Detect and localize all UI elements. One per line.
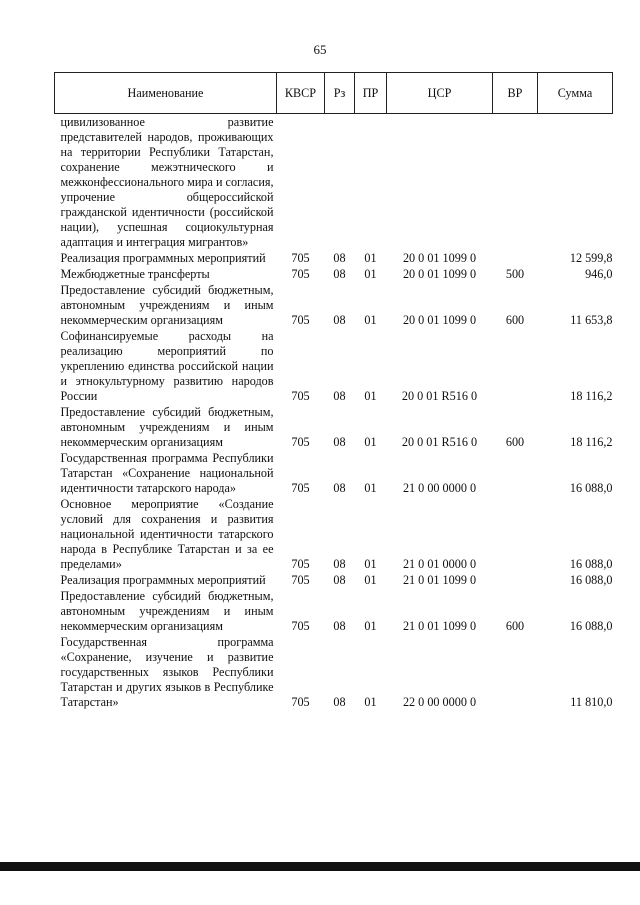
cell-name: Реализация программных мероприятий xyxy=(60,251,266,265)
cell-name: Межбюджетные трансферты xyxy=(60,267,210,281)
cell-csr: 20 0 01 1099 0 xyxy=(402,251,477,265)
cell-vr: 600 xyxy=(505,435,525,449)
table-row xyxy=(55,588,613,634)
cell-name: Предоставление субсидий бюджетным, автономным учреждениям и иным некоммерческим организациям xyxy=(60,589,274,633)
cell-sum: 11 653,8 xyxy=(570,313,613,327)
table-row xyxy=(55,404,613,450)
table-row xyxy=(55,572,613,588)
header-kvsr: КВСР xyxy=(277,73,325,114)
cell-csr xyxy=(387,114,493,251)
cell-vr xyxy=(493,114,538,251)
cell-pr: 01 xyxy=(364,313,377,327)
cell-sum: 16 088,0 xyxy=(569,573,613,587)
cell-pr: 01 xyxy=(364,695,377,709)
cell-vr: 600 xyxy=(505,619,525,633)
cell-name: Основное мероприятие «Создание условий для сохранения и развития национальной идентичности татарского народа в Республике Татарстан и за ее пределами» xyxy=(60,497,274,571)
cell-csr: 21 0 01 0000 0 xyxy=(402,557,477,571)
cell-rz: 08 xyxy=(333,251,346,265)
cell-name: Реализация программных мероприятий xyxy=(60,573,266,587)
cell-kvsr: 705 xyxy=(291,435,310,449)
cell-csr: 20 0 01 1099 0 xyxy=(402,267,477,281)
cell-kvsr: 705 xyxy=(291,251,310,265)
cell-kvsr: 705 xyxy=(291,557,310,571)
header-name: Наименование xyxy=(55,73,277,114)
header-vr: ВР xyxy=(493,73,538,114)
cell-csr: 20 0 01 R516 0 xyxy=(401,389,478,403)
cell-pr: 01 xyxy=(364,251,377,265)
cell-kvsr: 705 xyxy=(291,313,310,327)
cell-rz: 08 xyxy=(333,619,346,633)
cell-csr: 21 0 01 1099 0 xyxy=(402,619,477,633)
cell-kvsr: 705 xyxy=(291,573,310,587)
cell-kvsr: 705 xyxy=(291,695,310,709)
page-number: 65 xyxy=(313,42,327,57)
cell-rz xyxy=(325,114,355,251)
table-row xyxy=(55,450,613,496)
cell-pr: 01 xyxy=(364,619,377,633)
cell-pr: 01 xyxy=(364,389,377,403)
cell-sum: 11 810,0 xyxy=(570,695,613,709)
cell-vr: 600 xyxy=(505,313,525,327)
cell-pr xyxy=(355,114,387,251)
cell-csr: 21 0 00 0000 0 xyxy=(402,481,477,495)
table-header xyxy=(55,73,613,114)
cell-vr: 500 xyxy=(505,267,525,281)
budget-table xyxy=(54,72,613,710)
cell-csr: 20 0 01 R516 0 xyxy=(401,435,478,449)
cell-rz: 08 xyxy=(333,573,346,587)
cell-pr: 01 xyxy=(364,557,377,571)
table-row xyxy=(55,634,613,710)
cell-vr xyxy=(493,572,538,588)
table-row xyxy=(55,114,613,251)
header-rz: Рз xyxy=(325,73,355,114)
header-sum: Сумма xyxy=(538,73,613,114)
cell-pr: 01 xyxy=(364,573,377,587)
table-row xyxy=(55,328,613,404)
cell-rz: 08 xyxy=(333,695,346,709)
cell-kvsr: 705 xyxy=(291,267,310,281)
table-row xyxy=(55,250,613,266)
cell-pr: 01 xyxy=(364,481,377,495)
cell-rz: 08 xyxy=(333,557,346,571)
cell-vr xyxy=(493,634,538,710)
cell-pr: 01 xyxy=(364,267,377,281)
cell-vr xyxy=(493,450,538,496)
cell-sum xyxy=(538,114,613,251)
cell-sum: 16 088,0 xyxy=(569,557,613,571)
cell-name: Предоставление субсидий бюджетным, автономным учреждениям и иным некоммерческим организациям xyxy=(60,283,274,327)
cell-rz: 08 xyxy=(333,481,346,495)
cell-sum: 16 088,0 xyxy=(569,619,613,633)
cell-vr xyxy=(493,250,538,266)
cell-rz: 08 xyxy=(333,389,346,403)
cell-rz: 08 xyxy=(333,435,346,449)
table-row xyxy=(55,282,613,328)
cell-sum: 18 116,2 xyxy=(570,435,613,449)
cell-pr: 01 xyxy=(364,435,377,449)
cell-sum: 16 088,0 xyxy=(569,481,613,495)
cell-name: Государственная программа Республики Татарстан «Сохранение национальной идентичности татарского народа» xyxy=(60,451,274,495)
cell-csr: 20 0 01 1099 0 xyxy=(402,313,477,327)
cell-vr xyxy=(493,496,538,572)
cell-name: цивилизованное развитие представителей народов, проживающих на территории Республики Татарстан, сохранение межэтнического и межконфессионального мира и согласия, упрочение общероссийской гражданской идентичности (российской нации), успешная социокультурная адаптация и интеграция мигрантов» xyxy=(60,115,274,249)
cell-csr: 22 0 00 0000 0 xyxy=(402,695,477,709)
cell-name: Государственная программа «Сохранение, изучение и развитие государственных языков Республики Татарстан и других языков в Республике Татарстан» xyxy=(60,635,274,709)
cell-kvsr: 705 xyxy=(291,619,310,633)
table-row xyxy=(55,496,613,572)
cell-sum: 946,0 xyxy=(585,267,613,281)
cell-rz: 08 xyxy=(333,267,346,281)
header-pr: ПР xyxy=(355,73,387,114)
cell-sum: 12 599,8 xyxy=(569,251,613,265)
header-csr: ЦСР xyxy=(387,73,493,114)
table-row xyxy=(55,266,613,282)
cell-name: Предоставление субсидий бюджетным, автономным учреждениям и иным некоммерческим организациям xyxy=(60,405,274,449)
cell-kvsr: 705 xyxy=(291,481,310,495)
cell-kvsr xyxy=(277,114,325,251)
cell-kvsr: 705 xyxy=(291,389,310,403)
cell-csr: 21 0 01 1099 0 xyxy=(402,573,477,587)
table-body xyxy=(55,114,613,711)
cell-sum: 18 116,2 xyxy=(570,389,613,403)
scan-edge-bar xyxy=(0,862,640,871)
cell-rz: 08 xyxy=(333,313,346,327)
cell-vr xyxy=(493,328,538,404)
cell-name: Софинансируемые расходы на реализацию мероприятий по укреплению единства российской нации и этнокультурному развитию народов России xyxy=(60,329,274,403)
